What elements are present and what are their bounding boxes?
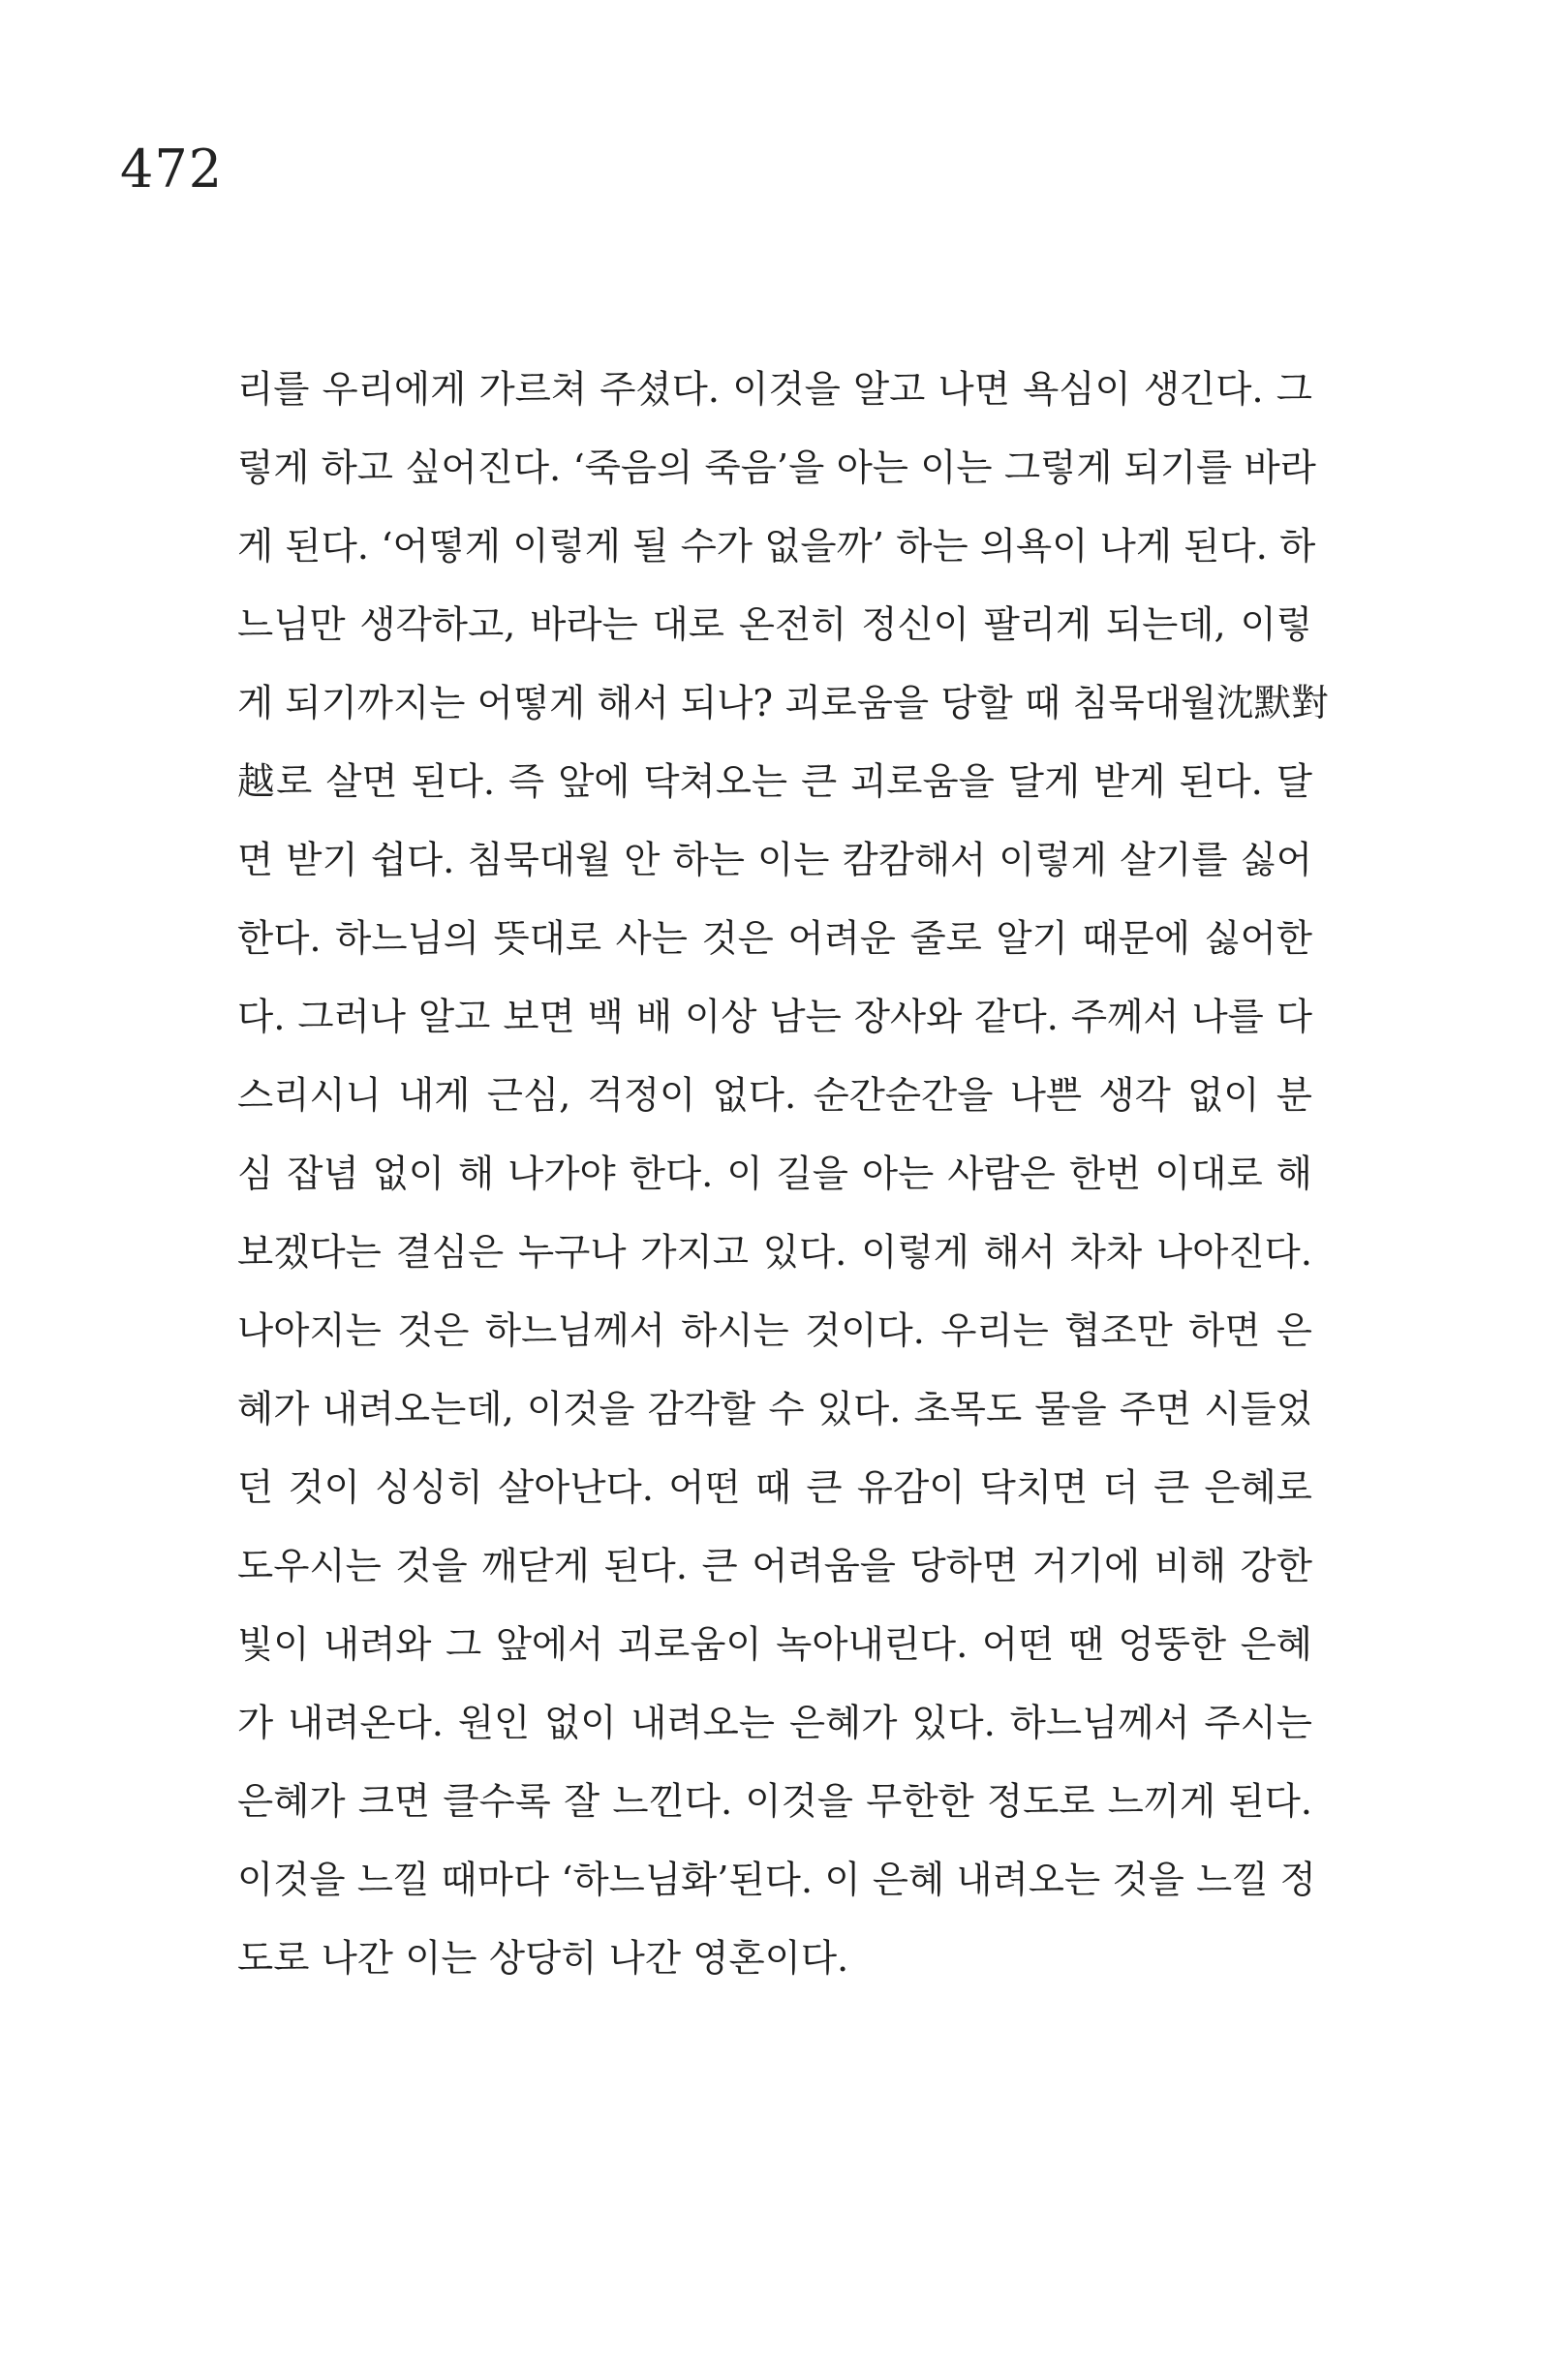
text-line: 나아지는 것은 하느님께서 하시는 것이다. 우리는 협조만 하면 은 bbox=[237, 1309, 1312, 1353]
text-line: 게 되기까지는 어떻게 해서 되나? 괴로움을 당할 때 침묵대월沈默對 bbox=[237, 682, 1329, 725]
text-line: 게 된다. ‘어떻게 이렇게 될 수가 없을까’ 하는 의욕이 나게 된다. 하 bbox=[237, 525, 1316, 569]
text-line: 은혜가 크면 클수록 잘 느낀다. 이것을 무한한 정도로 느끼게 된다. bbox=[237, 1780, 1312, 1824]
text-line: 가 내려온다. 원인 없이 내려오는 은혜가 있다. 하느님께서 주시는 bbox=[237, 1702, 1312, 1745]
text-line: 빛이 내려와 그 앞에서 괴로움이 녹아내린다. 어떤 땐 엉뚱한 은혜 bbox=[237, 1623, 1312, 1667]
text-line: 느님만 생각하고, 바라는 대로 온전히 정신이 팔리게 되는데, 이렇 bbox=[237, 603, 1312, 647]
text-line: 이것을 느낄 때마다 ‘하느님화’된다. 이 은혜 내려오는 것을 느낄 정 bbox=[237, 1859, 1316, 1902]
text-line: 도우시는 것을 깨닫게 된다. 큰 어려움을 당하면 거기에 비해 강한 bbox=[237, 1545, 1312, 1588]
text-line: 스리시니 내게 근심, 걱정이 없다. 순간순간을 나쁜 생각 없이 분 bbox=[237, 1074, 1312, 1118]
text-line: 越로 살면 된다. 즉 앞에 닥쳐오는 큰 괴로움을 달게 받게 된다. 달 bbox=[237, 760, 1312, 804]
text-line: 면 받기 쉽다. 침묵대월 안 하는 이는 캄캄해서 이렇게 살기를 싫어 bbox=[237, 839, 1312, 882]
text-line: 한다. 하느님의 뜻대로 사는 것은 어려운 줄로 알기 때문에 싫어한 bbox=[237, 917, 1312, 961]
body-text bbox=[237, 351, 1329, 1998]
text-line: 던 것이 싱싱히 살아난다. 어떤 때 큰 유감이 닥치면 더 큰 은혜로 bbox=[237, 1466, 1312, 1510]
text-line: 심 잡념 없이 해 나가야 한다. 이 길을 아는 사람은 한번 이대로 해 bbox=[237, 1153, 1312, 1196]
text-line: 혜가 내려오는데, 이것을 감각할 수 있다. 초목도 물을 주면 시들었 bbox=[237, 1388, 1312, 1431]
text-line: 보겠다는 결심은 누구나 가지고 있다. 이렇게 해서 차차 나아진다. bbox=[237, 1231, 1312, 1275]
text-line: 렇게 하고 싶어진다. ‘죽음의 죽음’을 아는 이는 그렇게 되기를 바라 bbox=[237, 446, 1316, 490]
page-number: 472 bbox=[120, 138, 224, 200]
text-line: 리를 우리에게 가르쳐 주셨다. 이것을 알고 나면 욕심이 생긴다. 그 bbox=[237, 368, 1312, 412]
text-line: 도로 나간 이는 상당히 나간 영혼이다. bbox=[237, 1937, 849, 1981]
text-line: 다. 그러나 알고 보면 백 배 이상 남는 장사와 같다. 주께서 나를 다 bbox=[237, 996, 1312, 1039]
